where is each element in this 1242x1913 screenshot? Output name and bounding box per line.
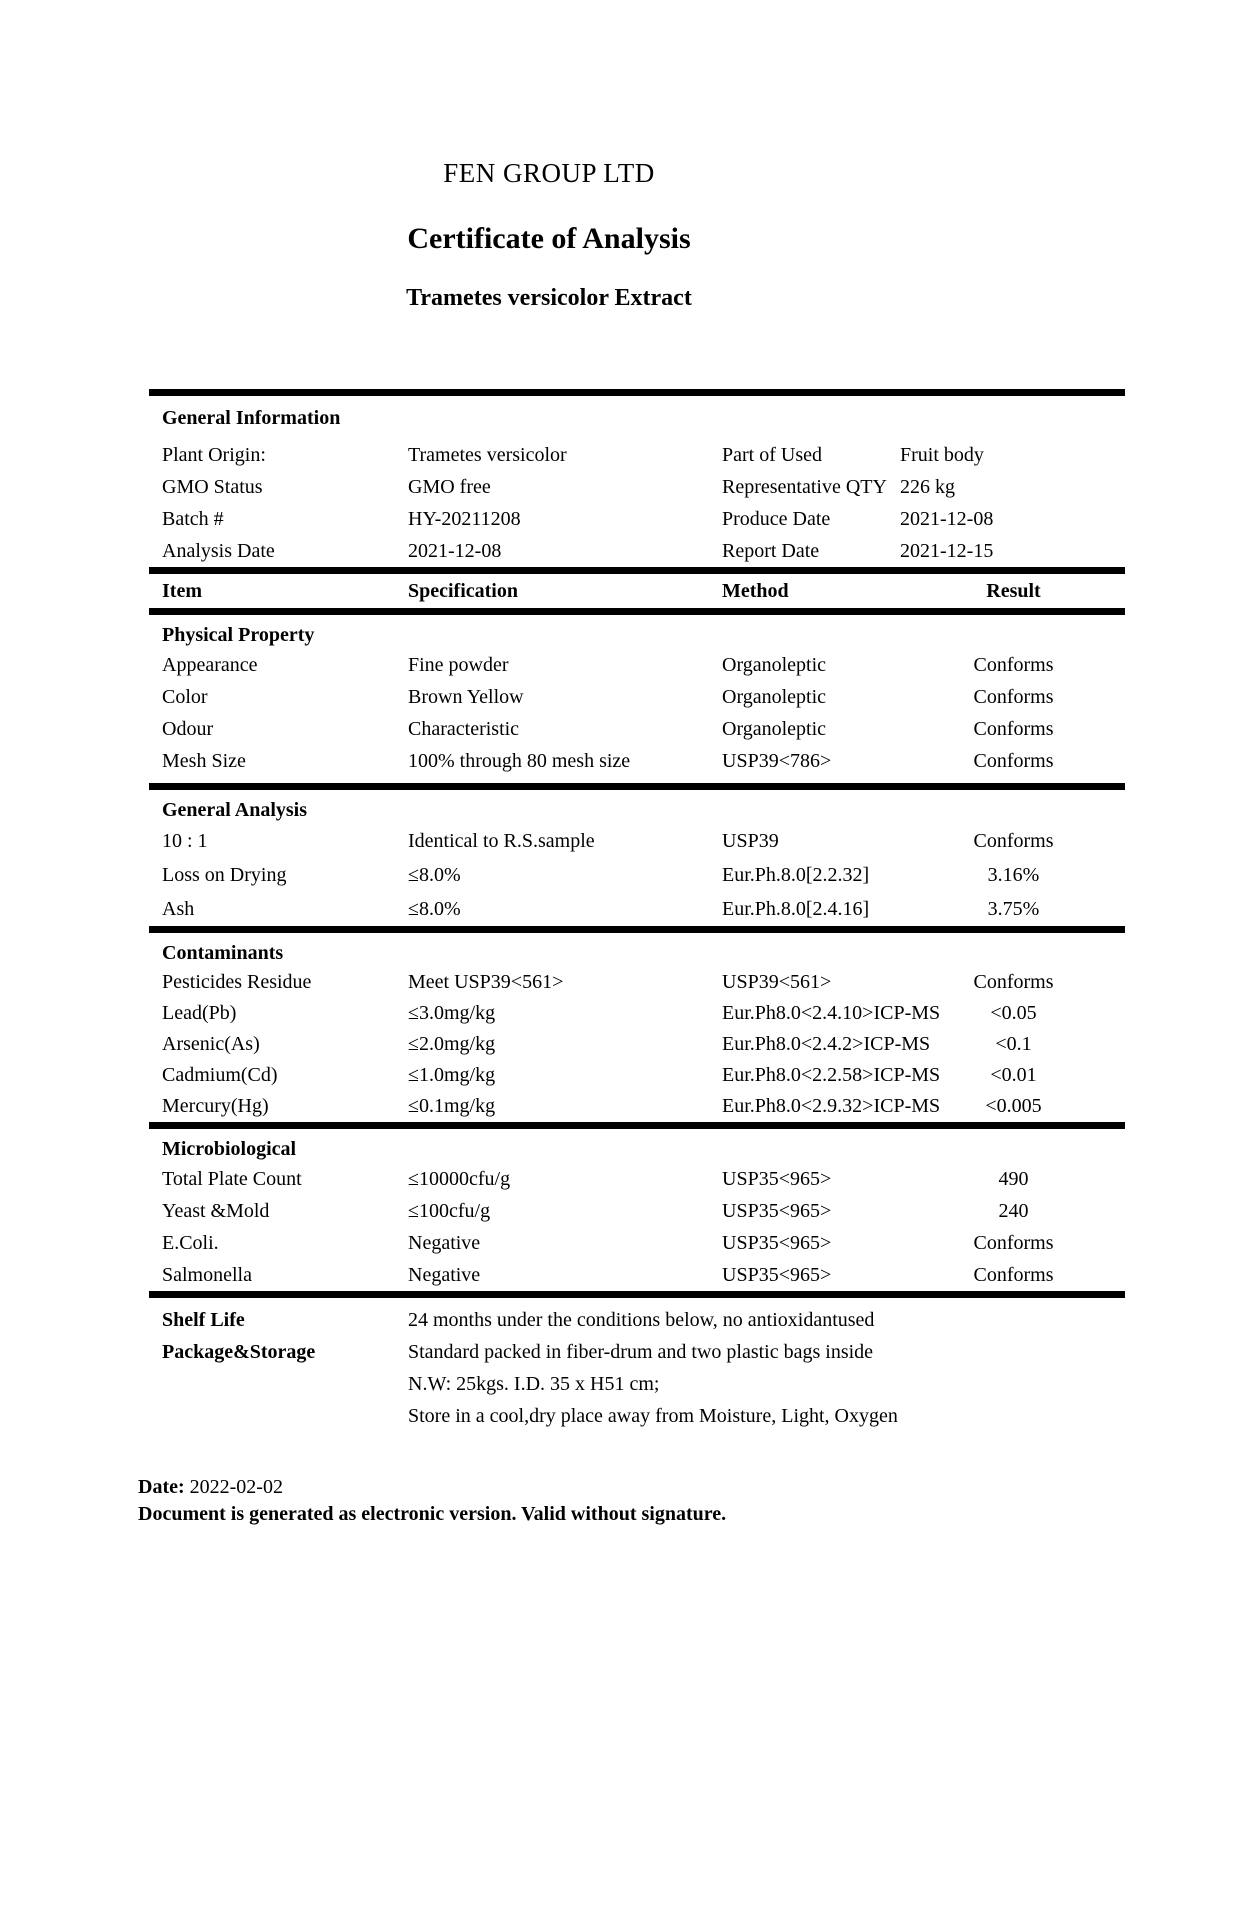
contaminants-section (149, 933, 1125, 1122)
spec-cell: ≤3.0mg/kg (408, 1002, 496, 1024)
item-cell: Loss on Drying (162, 864, 287, 886)
item-cell: Arsenic(As) (162, 1033, 260, 1055)
spec-cell: ≤2.0mg/kg (408, 1033, 496, 1055)
method-cell: Eur.Ph8.0<2.2.58>ICP-MS (722, 1064, 941, 1086)
spec-cell: Fine powder (408, 654, 509, 676)
method-cell: Organoleptic (722, 654, 827, 676)
info-label: Batch # (162, 508, 224, 530)
column-header-method: Method (722, 580, 789, 602)
item-cell: Pesticides Residue (162, 971, 312, 993)
info-label: GMO Status (162, 476, 263, 498)
item-cell: 10 : 1 (162, 830, 208, 852)
table-row (149, 681, 1125, 713)
result-cell: <0.1 (995, 1033, 1032, 1055)
spec-cell: Brown Yellow (408, 686, 524, 708)
section-heading: General Information (162, 407, 341, 429)
storage-row (149, 1336, 1125, 1368)
title-block (149, 158, 949, 312)
spec-cell: ≤100cfu/g (408, 1200, 491, 1222)
package-storage-line: Standard packed in fiber-drum and two plastic bags inside (408, 1341, 874, 1363)
spec-cell: Characteristic (408, 718, 520, 740)
table-row (149, 858, 1125, 892)
document-title: Certificate of Analysis (407, 222, 691, 255)
info-value: 2021-12-08 (408, 540, 502, 562)
info-label: Plant Origin: (162, 444, 266, 466)
result-cell: <0.01 (990, 1064, 1037, 1086)
package-storage-label: Package&Storage (162, 1341, 316, 1363)
result-cell: Conforms (973, 686, 1054, 708)
spec-cell: ≤1.0mg/kg (408, 1064, 496, 1086)
horizontal-rule (149, 389, 1125, 396)
result-cell: 3.16% (987, 864, 1040, 886)
general-info-row (149, 503, 1125, 535)
shelf-life-label: Shelf Life (162, 1309, 245, 1331)
item-cell: Odour (162, 718, 214, 740)
result-cell: Conforms (973, 971, 1054, 993)
horizontal-rule (149, 1291, 1125, 1298)
item-cell: Mesh Size (162, 750, 246, 772)
section-heading: Physical Property (162, 624, 315, 646)
physical-property-section (149, 615, 1125, 783)
info-label: Part of Used (722, 444, 822, 466)
method-cell: USP35<965> (722, 1168, 832, 1190)
company-name: FEN GROUP LTD (443, 158, 655, 188)
result-cell: 490 (998, 1168, 1029, 1190)
general-info-row (149, 471, 1125, 503)
method-cell: USP39<786> (722, 750, 832, 772)
info-label: Report Date (722, 540, 820, 562)
date-label: Date: (138, 1476, 185, 1498)
result-cell: <0.005 (985, 1095, 1042, 1117)
spec-cell: ≤10000cfu/g (408, 1168, 511, 1190)
method-cell: USP39<561> (722, 971, 832, 993)
item-cell: Appearance (162, 654, 258, 676)
shelf-life-value: 24 months under the conditions below, no antioxidantused (408, 1309, 875, 1331)
method-cell: Eur.Ph8.0<2.9.32>ICP-MS (722, 1095, 941, 1117)
result-cell: 240 (998, 1200, 1029, 1222)
result-cell: 3.75% (987, 898, 1040, 920)
result-cell: Conforms (973, 750, 1054, 772)
item-cell: Mercury(Hg) (162, 1095, 269, 1117)
table-row (149, 1163, 1125, 1195)
method-cell: USP35<965> (722, 1264, 832, 1286)
table-row (149, 1259, 1125, 1291)
method-cell: USP39 (722, 830, 779, 852)
info-label: Produce Date (722, 508, 831, 530)
table-row (149, 1029, 1125, 1060)
method-cell: USP35<965> (722, 1232, 832, 1254)
microbiological-section (149, 1129, 1125, 1291)
table-row (149, 1195, 1125, 1227)
item-cell: Total Plate Count (162, 1168, 302, 1190)
info-value: HY-20211208 (408, 508, 521, 530)
spec-cell: ≤0.1mg/kg (408, 1095, 496, 1117)
product-name: Trametes versicolor Extract (406, 285, 692, 311)
spec-cell: Identical to R.S.sample (408, 830, 595, 852)
result-cell: Conforms (973, 654, 1054, 676)
electronic-version-note: Document is generated as electronic version. Valid without signature. (138, 1503, 727, 1525)
spec-cell: ≤8.0% (408, 898, 461, 920)
method-cell: Eur.Ph8.0<2.4.2>ICP-MS (722, 1033, 931, 1055)
horizontal-rule (149, 926, 1125, 933)
storage-row (149, 1400, 1125, 1432)
method-cell: USP35<965> (722, 1200, 832, 1222)
result-cell: Conforms (973, 1264, 1054, 1286)
info-value: Fruit body (900, 444, 984, 466)
column-header-specification: Specification (408, 580, 518, 602)
horizontal-rule (149, 783, 1125, 790)
method-cell: Organoleptic (722, 718, 827, 740)
item-cell: Yeast &Mold (162, 1200, 270, 1222)
info-value: 226 kg (900, 476, 955, 498)
table-row (149, 824, 1125, 858)
spec-cell: Negative (408, 1232, 481, 1254)
table-row (149, 713, 1125, 745)
info-value: GMO free (408, 476, 491, 498)
column-header-row (149, 574, 1125, 608)
item-cell: Cadmium(Cd) (162, 1064, 278, 1086)
table-row (149, 745, 1125, 777)
section-heading: General Analysis (162, 799, 308, 821)
horizontal-rule (149, 1122, 1125, 1129)
package-storage-line: Store in a cool,dry place away from Moisture, Light, Oxygen (408, 1405, 898, 1427)
item-cell: Ash (162, 898, 195, 920)
storage-section (149, 1298, 1125, 1432)
spec-cell: Meet USP39<561> (408, 971, 564, 993)
result-cell: Conforms (973, 718, 1054, 740)
general-info-row (149, 439, 1125, 471)
section-heading: Contaminants (162, 942, 284, 964)
spec-cell: 100% through 80 mesh size (408, 750, 631, 772)
item-cell: E.Coli. (162, 1232, 219, 1254)
info-value: 2021-12-15 (900, 540, 994, 562)
info-value: 2021-12-08 (900, 508, 994, 530)
horizontal-rule (149, 608, 1125, 615)
info-label: Analysis Date (162, 540, 275, 562)
table-row (149, 1091, 1125, 1122)
spec-cell: Negative (408, 1264, 481, 1286)
table-row (149, 998, 1125, 1029)
column-header-result: Result (986, 580, 1041, 602)
general-analysis-section (149, 790, 1125, 926)
table-row (149, 1227, 1125, 1259)
general-information-section (149, 396, 1125, 567)
footer (138, 1474, 1242, 1528)
table-row (149, 1060, 1125, 1091)
spec-cell: ≤8.0% (408, 864, 461, 886)
date-line (138, 1474, 1242, 1501)
method-cell: Organoleptic (722, 686, 827, 708)
info-label: Representative QTY (722, 476, 887, 498)
certificate-table (149, 389, 1125, 1432)
table-row (149, 967, 1125, 998)
item-cell: Color (162, 686, 208, 708)
date-value: 2022-02-02 (189, 1476, 283, 1498)
method-cell: Eur.Ph.8.0[2.2.32] (722, 864, 870, 886)
column-header-item: Item (162, 580, 202, 602)
result-cell: Conforms (973, 830, 1054, 852)
general-info-row (149, 535, 1125, 567)
table-row (149, 892, 1125, 926)
storage-row (149, 1368, 1125, 1400)
item-cell: Salmonella (162, 1264, 252, 1286)
table-row (149, 649, 1125, 681)
section-heading: Microbiological (162, 1138, 297, 1160)
horizontal-rule (149, 567, 1125, 574)
result-cell: Conforms (973, 1232, 1054, 1254)
info-value: Trametes versicolor (408, 444, 567, 466)
result-cell: <0.05 (990, 1002, 1037, 1024)
package-storage-line: N.W: 25kgs. I.D. 35 x H51 cm; (408, 1373, 660, 1395)
storage-row (149, 1304, 1125, 1336)
method-cell: Eur.Ph.8.0[2.4.16] (722, 898, 870, 920)
method-cell: Eur.Ph8.0<2.4.10>ICP-MS (722, 1002, 941, 1024)
item-cell: Lead(Pb) (162, 1002, 237, 1024)
